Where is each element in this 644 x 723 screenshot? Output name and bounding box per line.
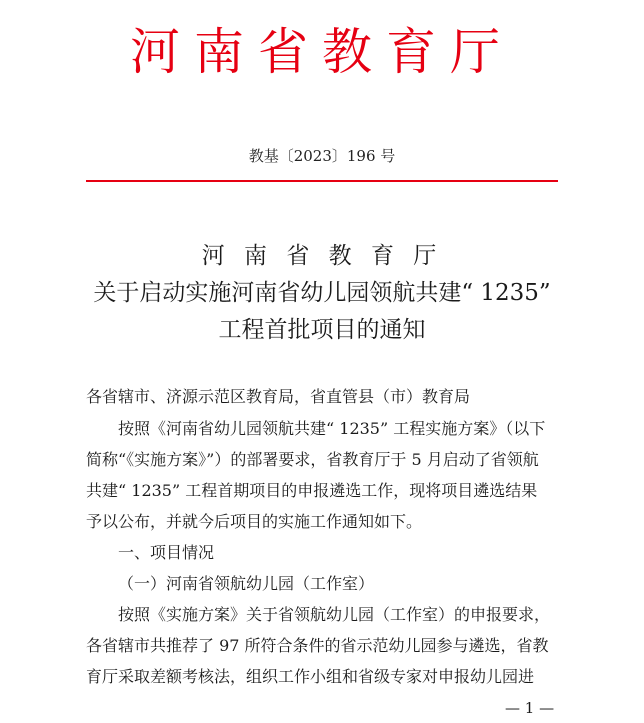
page-number: — 1 — bbox=[505, 699, 555, 717]
paragraph-1-line-1: 按照《河南省幼儿园领航共建“ 1235” 工程实施方案》（以下 bbox=[118, 419, 546, 438]
addressee-line: 各省辖市、济源示范区教育局，省直管县（市）教育局 bbox=[86, 387, 471, 406]
paragraph-1-line-3: 共建“ 1235” 工程首期项目的申报遴选工作，现将项目遴选结果 bbox=[86, 481, 538, 500]
document-number: 教基〔2023〕196 号 bbox=[248, 147, 396, 165]
paragraph-1-line-4: 予以公布，并就今后项目的实施工作通知如下。 bbox=[86, 512, 423, 531]
subsection-heading-1: （一）河南省领航幼儿园（工作室） bbox=[118, 574, 375, 593]
paragraph-2-line-2: 各省辖市共推荐了 97 所符合条件的省示范幼儿园参与遴选，省教 bbox=[86, 636, 549, 655]
paragraph-2-line-3: 育厅采取差额考核法，组织工作小组和省级专家对申报幼儿园进 bbox=[86, 667, 535, 686]
paragraph-1-line-2: 简称“《实施方案》”）的部署要求，省教育厅于 5 月启动了省领航 bbox=[86, 450, 539, 469]
title-line-2: 关于启动实施河南省幼儿园领航共建“ 1235” bbox=[93, 280, 551, 306]
issuer-heading: 河南省教育厅 bbox=[130, 23, 514, 81]
section-heading-1: 一、项目情况 bbox=[118, 543, 215, 562]
title-line-3: 工程首批项目的通知 bbox=[218, 317, 426, 343]
title-line-1: 河 南 省 教 育 厅 bbox=[201, 243, 443, 269]
red-divider-rule bbox=[86, 180, 558, 182]
paragraph-2-line-1: 按照《实施方案》关于省领航幼儿园（工作室）的申报要求， bbox=[118, 605, 551, 624]
